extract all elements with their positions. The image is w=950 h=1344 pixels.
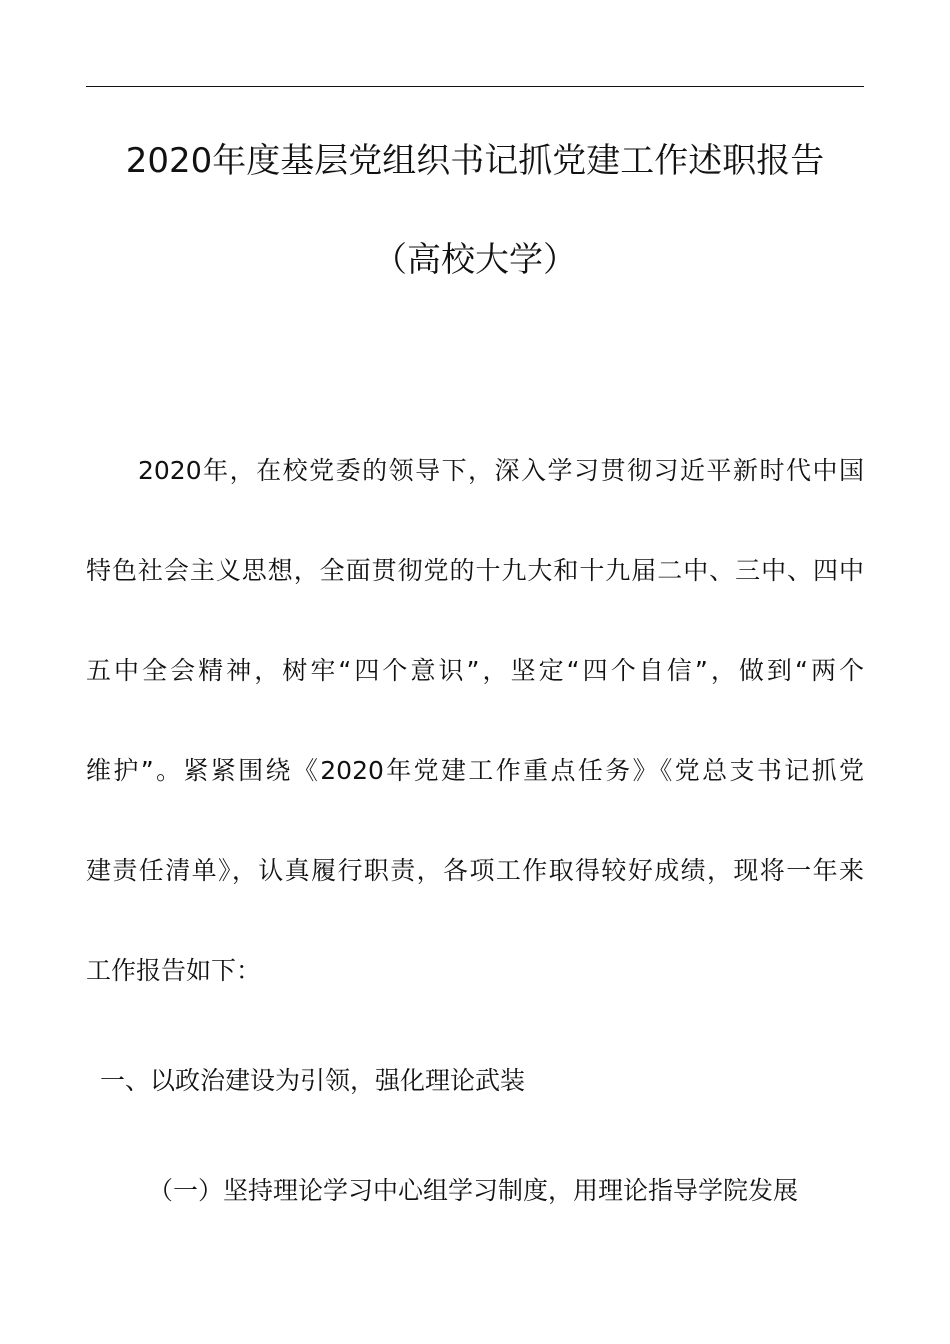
body-line-2: 特色社会主义思想，全面贯彻党的十九大和十九届二中、三中、四中 xyxy=(86,556,864,585)
section-heading-1: 一、以政治建设为引领，强化理论武装 xyxy=(100,1066,526,1095)
body-line-1: 2020年，在校党委的领导下，深入学习贯彻习近平新时代中国 xyxy=(138,456,864,485)
body-line-4: 维护”。紧紧围绕《2020年党建工作重点任务》《党总支书记抓党 xyxy=(86,756,864,785)
document-title: 2020年度基层党组织书记抓党建工作述职报告 xyxy=(125,141,825,181)
header-rule xyxy=(86,86,864,87)
body-line-6: 工作报告如下： xyxy=(86,956,262,985)
body-line-5: 建责任清单》，认真履行职责，各项工作取得较好成绩，现将一年来 xyxy=(86,856,864,885)
body-line-3: 五中全会精神，树牢“四个意识”，坚定“四个自信”，做到“两个 xyxy=(86,656,864,685)
subsection-heading-1: （一）坚持理论学习中心组学习制度，用理论指导学院发展 xyxy=(148,1176,799,1205)
document-subtitle: （高校大学） xyxy=(373,240,577,280)
